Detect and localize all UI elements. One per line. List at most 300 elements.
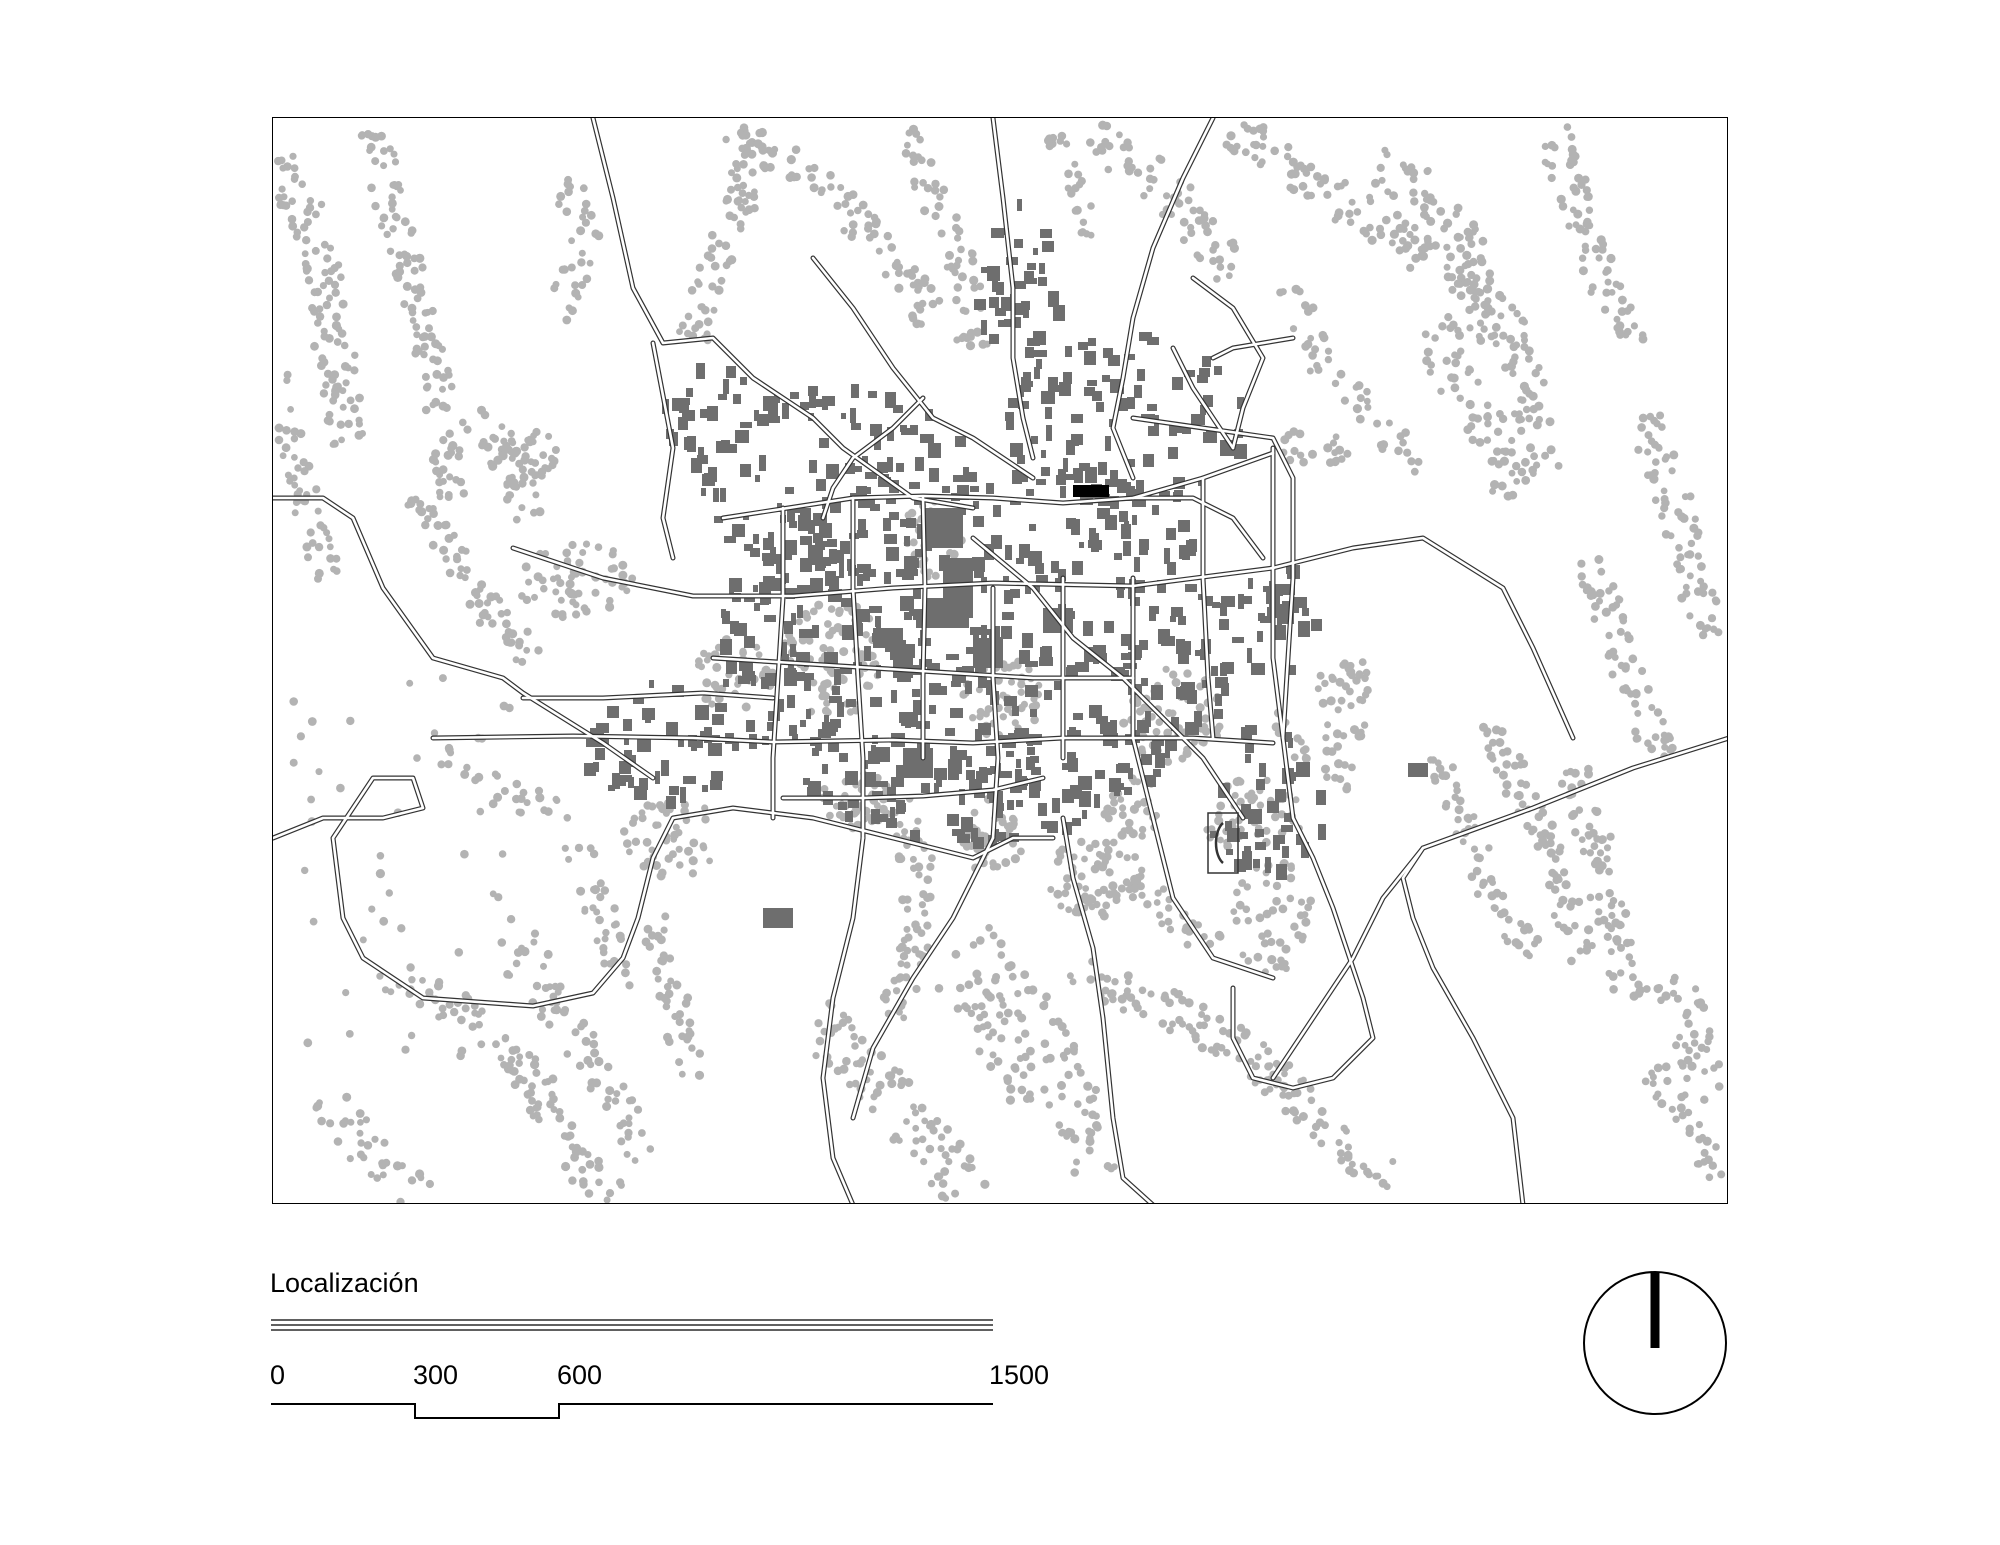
tree-dot — [290, 427, 299, 436]
tree-dot — [431, 339, 440, 348]
building — [1127, 397, 1135, 409]
tree-dot — [1067, 972, 1074, 979]
building — [1255, 842, 1266, 850]
tree-dot — [726, 211, 735, 220]
tree-dot — [280, 452, 287, 459]
building — [1038, 803, 1047, 816]
tree-dot — [579, 214, 586, 221]
building — [1109, 778, 1121, 792]
tree-dot — [1086, 138, 1095, 147]
tree-dot — [1233, 889, 1241, 897]
building — [946, 654, 959, 660]
tree-dot — [984, 1021, 992, 1029]
tree-dot — [1594, 918, 1602, 926]
tree-dot — [300, 223, 308, 231]
tree-dot — [539, 1006, 546, 1013]
building — [858, 519, 866, 531]
tree-dot — [1502, 789, 1511, 798]
tree-dot — [1071, 1048, 1078, 1055]
tree-dot — [392, 158, 399, 165]
building — [1027, 747, 1035, 755]
tree-dot — [529, 479, 536, 486]
building — [1052, 798, 1060, 813]
tree-dot — [1160, 885, 1167, 892]
tree-dot — [382, 986, 389, 993]
tree-dot — [1257, 802, 1264, 809]
tree-dot — [1373, 420, 1381, 428]
tree-dot — [1309, 303, 1318, 312]
building — [789, 521, 797, 528]
tree-dot — [1165, 709, 1173, 717]
tree-dot — [1411, 224, 1419, 232]
tree-dot — [523, 596, 531, 604]
tree-dot — [1631, 700, 1639, 708]
tree-dot — [1615, 321, 1624, 330]
building — [680, 787, 686, 803]
tree-dot — [332, 313, 341, 322]
tree-dot — [1040, 1086, 1048, 1094]
tree-dot — [439, 1005, 447, 1013]
tree-dot — [552, 588, 559, 595]
tree-dot — [682, 999, 691, 1008]
tree-dot — [689, 839, 698, 848]
tree-dot — [422, 406, 431, 415]
building — [723, 679, 729, 687]
tree-dot — [1452, 794, 1459, 801]
tree-dot — [1455, 805, 1464, 814]
building — [1179, 545, 1189, 559]
tree-dot — [477, 580, 486, 589]
tree-dot — [1190, 207, 1198, 215]
tree-dot — [997, 939, 1006, 948]
tree-dot — [1000, 1002, 1007, 1009]
building — [724, 536, 736, 543]
tree-dot — [566, 304, 573, 311]
tree-dot — [1263, 910, 1272, 919]
tree-dot — [1287, 864, 1295, 872]
building — [899, 712, 908, 723]
building — [1026, 489, 1034, 496]
tree-dot — [1530, 452, 1538, 460]
tree-dot — [1130, 805, 1139, 814]
tree-dot — [401, 217, 410, 226]
tree-dot — [1401, 428, 1410, 437]
tree-dot — [739, 160, 748, 169]
tree-dot — [985, 924, 993, 932]
building — [1253, 859, 1260, 868]
tree-dot — [1579, 255, 1586, 262]
tree-dot — [1595, 908, 1602, 915]
tree-dot — [1511, 762, 1519, 770]
tree-dot — [1240, 952, 1247, 959]
tree-dot — [569, 1143, 576, 1150]
tree-dot — [1584, 765, 1593, 774]
tree-dot — [1467, 422, 1475, 430]
tree-dot — [940, 186, 949, 195]
tree-dot — [471, 588, 480, 597]
building — [1257, 631, 1263, 642]
legend-road-symbol — [271, 1318, 993, 1332]
tree-dot — [708, 231, 717, 240]
tree-dot — [357, 1119, 364, 1126]
tree-dot — [1438, 322, 1446, 330]
tree-dot — [1449, 763, 1457, 771]
building — [1019, 650, 1030, 664]
tree-dot — [1211, 241, 1219, 249]
tree-dot — [612, 1097, 620, 1105]
building — [1248, 578, 1253, 589]
building — [1121, 634, 1132, 646]
tree-dot — [1497, 312, 1504, 319]
tree-dot — [1307, 368, 1314, 375]
building — [987, 792, 994, 799]
tree-dot — [958, 272, 967, 281]
building — [1141, 754, 1152, 765]
tree-dot — [1422, 330, 1430, 338]
building — [808, 781, 821, 796]
tree-dot — [508, 1056, 516, 1064]
tree-dot — [513, 960, 521, 968]
tree-dot — [1700, 1096, 1708, 1104]
tree-dot — [1082, 885, 1089, 892]
tree-dot — [1634, 446, 1642, 454]
tree-dot — [1451, 359, 1460, 368]
building — [768, 532, 774, 548]
tree-dot — [1105, 142, 1113, 150]
tree-dot — [828, 605, 836, 613]
tree-dot — [670, 831, 679, 840]
tree-dot — [502, 1035, 509, 1042]
tree-dot — [303, 208, 311, 216]
tree-dot — [1125, 826, 1134, 835]
building — [804, 675, 811, 691]
tree-dot — [904, 933, 912, 941]
tree-dot — [463, 566, 471, 574]
tree-dot — [1491, 332, 1498, 339]
tree-dot — [1596, 254, 1603, 261]
tree-dot — [1686, 550, 1695, 559]
tree-dot — [1060, 1052, 1067, 1059]
tree-dot — [646, 943, 654, 951]
tree-dot — [545, 433, 552, 440]
tree-dot — [1431, 777, 1439, 785]
tree-dot — [1389, 191, 1398, 200]
tree-dot — [1511, 410, 1518, 417]
building — [1114, 553, 1122, 560]
tree-dot — [579, 250, 586, 257]
tree-dot — [1618, 662, 1625, 669]
tree-dot — [974, 1025, 982, 1033]
tree-dot — [506, 972, 513, 979]
tree-dot — [915, 950, 923, 958]
tree-dot — [1125, 978, 1132, 985]
tree-dot — [1119, 719, 1128, 728]
tree-dot — [1695, 552, 1702, 559]
tree-dot — [1519, 800, 1527, 808]
tree-dot — [1427, 369, 1434, 376]
tree-dot — [1597, 849, 1604, 856]
tree-dot — [695, 320, 704, 329]
tree-dot — [303, 267, 310, 274]
tree-dot — [1302, 754, 1311, 763]
tree-dot — [956, 984, 965, 993]
tree-dot — [1321, 765, 1330, 774]
tree-dot — [432, 459, 439, 466]
tree-dot — [932, 212, 940, 220]
tree-dot — [927, 158, 936, 167]
tree-dot — [655, 992, 664, 1001]
building — [797, 605, 803, 618]
tree-dot — [1004, 823, 1011, 830]
tree-dot — [862, 631, 869, 638]
tree-dot — [555, 1114, 564, 1123]
tree-dot — [994, 863, 1001, 870]
tree-dot — [1704, 1038, 1711, 1045]
tree-dot — [1647, 471, 1654, 478]
building — [896, 463, 904, 472]
tree-dot — [1323, 191, 1331, 199]
building — [726, 366, 736, 378]
building — [851, 384, 859, 398]
tree-dot — [1569, 150, 1578, 159]
tree-dot — [538, 472, 546, 480]
tree-dot — [1669, 467, 1676, 474]
tree-dot — [568, 237, 575, 244]
tree-dot — [572, 610, 580, 618]
tree-dot — [1131, 853, 1139, 861]
tree-dot — [980, 1180, 989, 1189]
tree-dot — [463, 426, 471, 434]
tree-dot — [1098, 852, 1106, 860]
tree-dot — [915, 153, 922, 160]
building — [1226, 849, 1233, 855]
building — [896, 569, 905, 577]
tree-dot — [1697, 578, 1704, 585]
tree-dot — [1319, 699, 1328, 708]
tree-dot — [1299, 937, 1306, 944]
building — [1222, 662, 1234, 674]
tree-dot — [990, 1051, 997, 1058]
tree-dot — [1070, 978, 1077, 985]
tree-dot — [453, 555, 461, 563]
building — [1134, 385, 1142, 398]
tree-dot — [1299, 182, 1308, 191]
tree-dot — [787, 155, 796, 164]
building — [1124, 521, 1129, 529]
tree-dot — [1521, 476, 1530, 485]
tree-dot — [1606, 650, 1615, 659]
tree-dot — [1015, 1036, 1023, 1044]
tree-dot — [738, 131, 747, 140]
tree-dot — [1630, 992, 1639, 1001]
tree-dot — [1306, 897, 1315, 906]
building — [1275, 789, 1286, 802]
tree-dot — [1699, 631, 1707, 639]
tree-dot — [1063, 883, 1071, 891]
tree-dot — [548, 455, 555, 462]
tree-dot — [982, 988, 990, 996]
building — [1065, 346, 1072, 357]
building — [649, 680, 654, 688]
tree-dot — [1027, 1063, 1036, 1072]
tree-dot — [1065, 185, 1072, 192]
tree-dot — [819, 644, 827, 652]
tree-dot — [1661, 488, 1668, 495]
tree-dot — [389, 225, 396, 232]
building — [687, 436, 696, 452]
tree-dot — [1477, 254, 1485, 262]
tree-dot — [1159, 1019, 1168, 1028]
building — [753, 534, 759, 544]
tree-dot — [638, 1129, 646, 1137]
building — [947, 814, 959, 826]
building — [1215, 694, 1222, 706]
tree-dot — [275, 424, 284, 433]
tree-dot — [1219, 1027, 1227, 1035]
tree-dot — [1526, 443, 1535, 452]
tree-dot — [364, 1141, 373, 1150]
tree-dot — [920, 1158, 927, 1165]
tree-dot — [1213, 275, 1221, 283]
tree-dot — [1589, 942, 1596, 949]
tree-dot — [418, 263, 426, 271]
tree-dot — [460, 850, 469, 859]
tree-dot — [1674, 995, 1682, 1003]
tree-dot — [1588, 590, 1597, 599]
tree-dot — [824, 620, 832, 628]
tree-dot — [594, 937, 601, 944]
tree-dot — [1333, 433, 1340, 440]
tree-dot — [421, 343, 429, 351]
tree-dot — [578, 1166, 586, 1174]
tree-dot — [1209, 257, 1217, 265]
tree-dot — [608, 565, 616, 573]
north-arrow-icon — [1580, 1268, 1730, 1418]
tree-dot — [930, 1126, 938, 1134]
tree-dot — [350, 404, 359, 413]
building — [1189, 539, 1197, 545]
tree-dot — [711, 262, 720, 271]
building — [832, 686, 840, 695]
tree-dot — [1226, 131, 1235, 140]
tree-dot — [1662, 1062, 1671, 1071]
tree-dot — [1410, 197, 1418, 205]
tree-dot — [579, 1180, 587, 1188]
tree-dot — [1617, 944, 1625, 952]
tree-dot — [511, 449, 520, 458]
tree-dot — [647, 1145, 655, 1153]
tree-dot — [1337, 370, 1346, 379]
tree-dot — [1508, 448, 1516, 456]
tree-dot — [605, 602, 614, 611]
tree-dot — [1376, 225, 1384, 233]
tree-dot — [456, 1052, 465, 1061]
tree-dot — [381, 1139, 389, 1147]
tree-dot — [439, 546, 448, 555]
tree-dot — [445, 493, 453, 501]
tree-dot — [1462, 251, 1471, 260]
tree-dot — [938, 230, 946, 238]
building — [1036, 479, 1046, 485]
tree-dot — [1506, 335, 1515, 344]
tree-dot — [286, 478, 293, 485]
tree-dot — [707, 254, 715, 262]
tree-dot — [1650, 1074, 1657, 1081]
tree-dot — [1479, 237, 1488, 246]
building — [1185, 722, 1199, 735]
tree-dot — [327, 245, 334, 252]
tree-dot — [493, 793, 502, 802]
building — [669, 786, 679, 795]
tree-dot — [291, 176, 298, 183]
building — [1072, 561, 1083, 575]
tree-dot — [384, 231, 391, 238]
tree-dot — [589, 904, 596, 911]
tree-dot — [446, 430, 454, 438]
tree-dot — [996, 992, 1003, 999]
tree-dot — [1579, 836, 1586, 843]
tree-dot — [1108, 881, 1117, 890]
building — [1108, 355, 1120, 366]
tree-dot — [1511, 353, 1519, 361]
tree-dot — [477, 1040, 485, 1048]
tree-dot — [1715, 1082, 1724, 1091]
tree-dot — [839, 1065, 848, 1074]
tree-dot — [590, 1049, 599, 1058]
tree-dot — [323, 254, 331, 262]
building — [965, 472, 977, 482]
tree-dot — [317, 1117, 326, 1126]
tree-dot — [1619, 297, 1626, 304]
tree-dot — [1360, 227, 1368, 235]
tree-dot — [1495, 291, 1504, 300]
tree-dot — [847, 209, 854, 216]
tree-dot — [1494, 428, 1502, 436]
tree-dot — [1663, 1077, 1671, 1085]
tree-dot — [1057, 137, 1064, 144]
tree-dot — [334, 1137, 343, 1146]
tree-dot — [658, 869, 667, 878]
building — [710, 780, 722, 790]
tree-dot — [1490, 480, 1499, 489]
tree-dot — [1647, 744, 1656, 753]
tree-dot — [1602, 289, 1610, 297]
tree-dot — [1496, 410, 1504, 418]
tree-dot — [563, 207, 572, 216]
tree-dot — [531, 594, 538, 601]
building — [1153, 769, 1161, 777]
tree-dot — [1334, 759, 1343, 768]
tree-dot — [688, 286, 697, 295]
building — [957, 834, 970, 843]
tree-dot — [661, 912, 669, 920]
tree-dot — [952, 213, 961, 222]
tree-dot — [990, 932, 998, 940]
tree-dot — [626, 848, 633, 855]
building — [1147, 337, 1159, 345]
building — [891, 690, 897, 703]
building — [1170, 616, 1176, 622]
tree-dot — [475, 1021, 483, 1029]
tree-dot — [675, 1058, 683, 1066]
tree-dot — [936, 193, 943, 200]
tree-dot — [1530, 405, 1538, 413]
tree-dot — [425, 324, 433, 332]
tree-dot — [1521, 458, 1530, 467]
tree-dot — [900, 952, 908, 960]
tree-dot — [896, 1137, 903, 1144]
tree-dot — [380, 214, 389, 223]
